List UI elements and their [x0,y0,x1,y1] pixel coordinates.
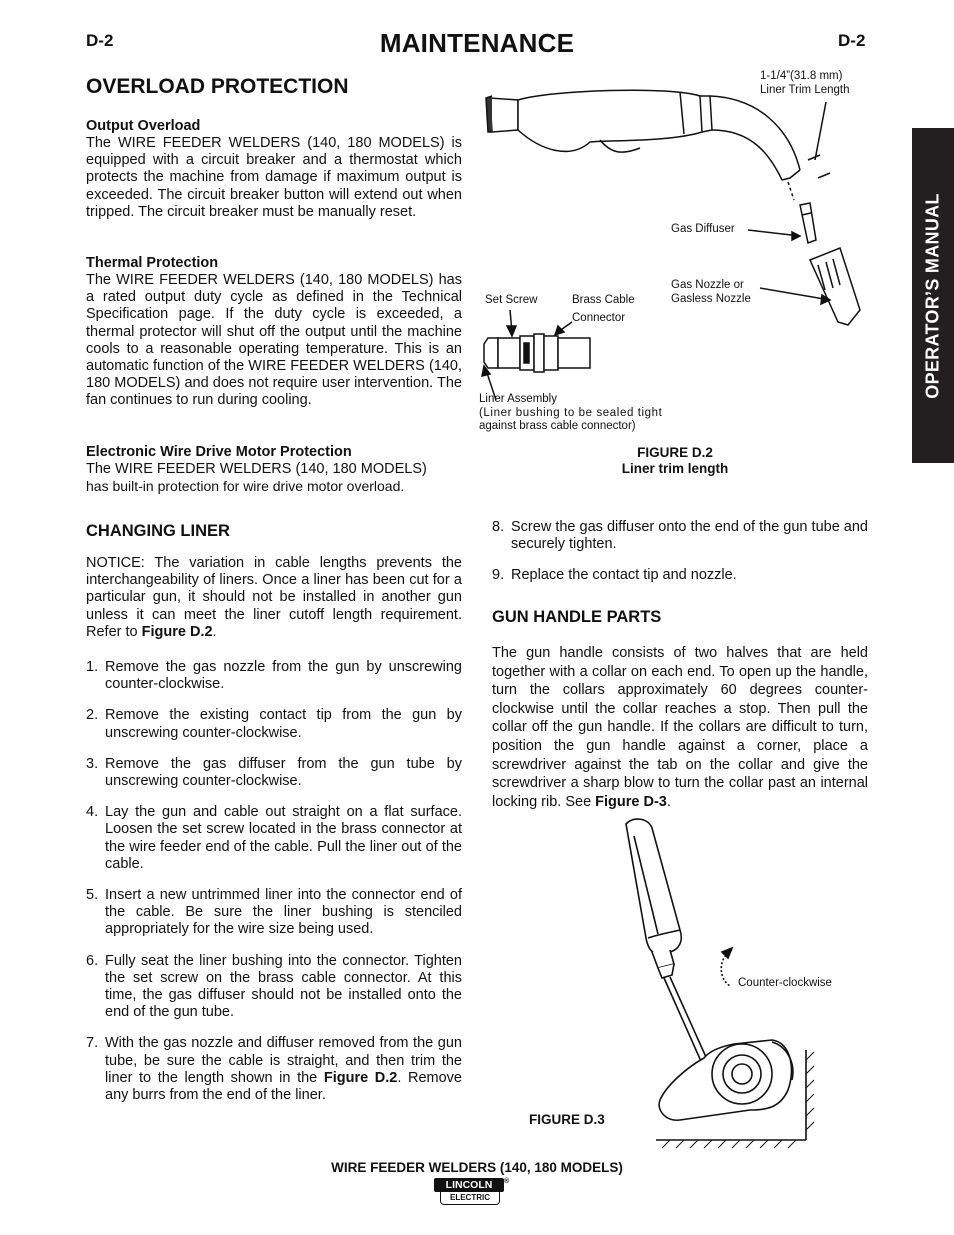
motor-heading: Electronic Wire Drive Motor Protection [86,444,352,460]
label-trim-length: 1-1/4”(31.8 mm) Liner Trim Length [760,70,850,96]
figure-d2-diagram [470,60,900,440]
label-brass-cable: Brass Cable [572,294,635,306]
page-title: MAINTENANCE [379,28,575,58]
motor-section [86,443,462,495]
thermal-section [86,254,462,410]
list-item: 8. Screw the gas diffuser onto the end of the gun tube and securely tighten. [492,519,868,553]
page-number-left: D-2 [86,31,114,50]
registered-mark: ® [504,1178,510,1185]
changing-liner-heading: CHANGING LINER [86,522,230,540]
label-liner-assembly: Liner Assembly (Liner bushing to be sealed tight against brass cable connector) [479,393,663,432]
label-set-screw: Set Screw [485,294,538,306]
label-connector: Connector [572,312,626,324]
overload-heading: OVERLOAD PROTECTION [86,75,349,98]
liner-notice [86,555,462,641]
output-overload-section [86,117,462,221]
notice-text: NOTICE: The variation in cable lengths prevents the interchangeability of liners. Once a liner has been cut for a particular gun, it should not be installed in another gun unless it can meet the liner cutoff length requirement. Refer to [86,555,462,640]
figure-d3-caption: FIGURE D.3 [529,1112,605,1127]
label-gas-diffuser: Gas Diffuser [671,223,735,235]
output-overload-text: The WIRE FEEDER WELDERS (140, 180 MODELS) is equipped with a circuit breaker and a thermostat which protects the machine from damage if maximum output is exceeded. The circuit breaker button will extend out when tripped. The circuit breaker must be manually reset. [86,135,462,220]
list-item: 5. Insert a new untrimmed liner into the connector end of the cable. Be sure the liner bushing is stenciled appropriately for the wire size being used. [86,887,462,938]
list-item: 7. With the gas nozzle and diffuser removed from the gun tube, be sure the cable is straight, and then trim the liner to the length shown in the Figure D.2. Remove any burrs from the end of the liner. [86,1035,462,1104]
logo-top: LINCOLN [434,1178,504,1192]
liner-steps-continued [492,519,868,585]
side-tab-label: OPERATOR’S MANUAL [922,192,943,399]
list-item: 6. Fully seat the liner bushing into the connector. Tighten the set screw on the brass cable connector. At this time, the gas diffuser should not be installed onto the end of the gun tube. [86,952,462,1021]
label-gas-nozzle: Gas Nozzle or Gasless Nozzle [671,279,751,305]
list-item: 1. Remove the gas nozzle from the gun by unscrewing counter-clockwise. [86,659,462,693]
motor-text-2: has built-in protection for wire drive motor overload. [86,478,405,495]
lincoln-electric-logo [434,1178,510,1206]
list-item: 9. Replace the contact tip and nozzle. [492,567,737,584]
thermal-text: The WIRE FEEDER WELDERS (140, 180 MODELS) has a rated output duty cycle as defined in the Technical Specification page. If the duty cycle is exceeded, a thermal protector will shut off the output until the machine cools to a reasonable operating temperature. This is an automatic function of the WIRE FEEDER WELDERS (140, 180 MODELS) and does not require user intervention. The fan continues to run during cooling. [86,272,462,409]
step7-figure-ref[interactable]: Figure D.2 [323,1069,398,1086]
logo-bottom: ELECTRIC [440,1192,500,1205]
page-number-right: D-2 [838,31,866,50]
handle-figure-ref[interactable]: Figure D-3 [595,793,667,810]
list-item: 2. Remove the existing contact tip from the gun by unscrewing counter-clockwise. [86,707,462,741]
operators-manual-tab[interactable] [912,128,954,463]
list-item: 4. Lay the gun and cable out straight on a flat surface. Loosen the set screw located in the brass connector at the wire feeder end of the cable. Pull the liner out of the cable. [86,804,462,872]
footer-model: WIRE FEEDER WELDERS (140, 180 MODELS) [331,1160,623,1175]
thermal-heading: Thermal Protection [86,255,219,271]
notice-end: . [212,623,217,640]
figure-d2-caption: FIGURE D.2 Liner trim length [621,445,729,476]
notice-figure-ref[interactable]: Figure D.2 [141,623,213,640]
output-overload-heading: Output Overload [86,118,201,134]
gun-handle-heading: GUN HANDLE PARTS [492,608,662,626]
liner-steps-list [86,659,462,1104]
gun-handle-text: The gun handle consists of two halves that are held together with a collar on each end. To open up the handle, turn the collars approximately 60 degrees counter-clockwise until the collar reaches a stop. Then pull the collar off the gun handle. If the collars are difficult to turn, position the gun handle against a corner, place a screwdriver against the tab on the collar and give the screwdriver a sharp blow to turn the collar past an internal locking rib. See Figure D-3. [492,645,868,810]
list-item: 3. Remove the gas diffuser from the gun tube by unscrewing counter-clockwise. [86,755,462,790]
label-counter-clockwise: Counter-clockwise [738,977,832,989]
motor-text-1: The WIRE FEEDER WELDERS (140, 180 MODELS) [86,461,427,477]
